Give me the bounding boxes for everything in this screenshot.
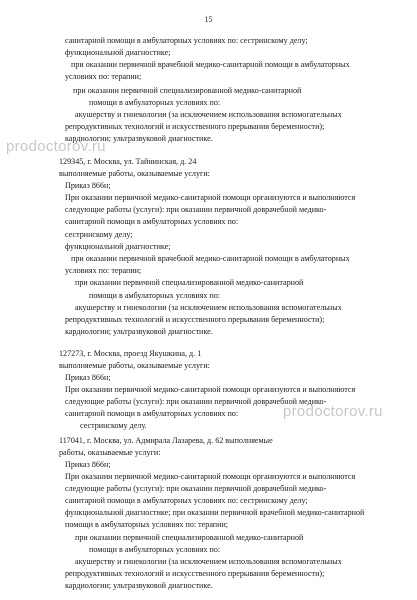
text-line: выполняемые работы, оказываемые услуги: <box>59 361 210 370</box>
text-line: санитарной помощи в амбулаторных условиях по: <box>65 409 239 418</box>
text-line: условиях по: терапии; <box>65 72 142 81</box>
page-number: 15 <box>204 15 213 24</box>
text-line: помощи в амбулаторных условиях по: <box>89 545 221 554</box>
text-line: акушерству и гинекологии (за исключением использования вспомогательных <box>75 110 342 119</box>
watermark: prodoctorov.ru <box>6 138 106 155</box>
text-line: Приказ 866н; <box>65 373 111 382</box>
text-line: кардиологии; ультразвуковой диагностике. <box>65 134 213 143</box>
text-line: репродуктивных технологий и искусственного прерывания беременности); <box>65 569 325 578</box>
text-line: помощи в амбулаторных условиях по: терапии; <box>65 520 229 529</box>
text-line: при оказании первичной врачебной медико-санитарной помощи в амбулаторных <box>71 254 350 263</box>
text-line: функциональной диагностике; при оказании первичной врачебной медико-санитарной <box>65 508 365 517</box>
text-line: следующие работы (услуги): при оказании первичной доврачебной медико- <box>65 484 327 493</box>
text-line: кардиологии; ультразвуковой диагностике. <box>65 581 213 590</box>
text-line: кардиологии; ультразвуковой диагностике. <box>65 327 213 336</box>
text-line: при оказании первичной врачебной медико-санитарной помощи в амбулаторных <box>71 60 350 69</box>
text-line: Приказ 866н; <box>65 460 111 469</box>
text-line: сестринскому делу. <box>80 421 147 430</box>
watermark: prodoctorov.ru <box>283 403 383 420</box>
text-line: санитарной помощи в амбулаторных условиях по: <box>65 217 239 226</box>
text-line: акушерству и гинекологии (за исключением использования вспомогательных <box>75 557 342 566</box>
text-line: сестринскому делу; <box>65 230 133 239</box>
text-line: условиях по: терапии; <box>65 266 142 275</box>
text-line: помощи в амбулаторных условиях по: <box>89 291 221 300</box>
address-line: 129345, г. Москва, ул. Тайнинская, д. 24 <box>59 157 197 166</box>
address-line: 127273, г. Москва, проезд Якушкина, д. 1 <box>59 349 202 358</box>
text-line: помощи в амбулаторных условиях по: <box>89 98 221 107</box>
text-line: функциональной диагностике; <box>65 242 171 251</box>
address-line: 117041, г. Москва, ул. Адмирала Лазарева, д. 62 выполняемые <box>59 436 273 445</box>
text-line: выполняемые работы, оказываемые услуги: <box>59 169 210 178</box>
text-line: санитарной помощи в амбулаторных условиях по: сестринскому делу; <box>65 36 308 45</box>
text-line: следующие работы (услуги): при оказании первичной доврачебной медико- <box>65 205 327 214</box>
text-line: санитарной помощи в амбулаторных условиях по: сестринскому делу; <box>65 496 308 505</box>
text-line: работы, оказываемые услуги: <box>59 448 161 457</box>
text-line: при оказании первичной специализированной медико-санитарной <box>75 278 304 287</box>
text-line: репродуктивных технологий и искусственного прерывания беременности); <box>65 315 325 324</box>
text-line: репродуктивных технологий и искусственного прерывания беременности); <box>65 122 325 131</box>
text-line: При оказании первичной медико-санитарной помощи организуются и выполняются <box>65 193 356 202</box>
text-line: акушерству и гинекологии (за исключением использования вспомогательных <box>75 303 342 312</box>
text-line: при оказании первичной специализированной медико-санитарной <box>73 86 302 95</box>
text-line: следующие работы (услуги): при оказании первичной доврачебной медико- <box>65 397 327 406</box>
text-line: при оказании первичной специализированной медико-санитарной <box>75 533 304 542</box>
text-line: При оказании первичной медико-санитарной помощи организуются и выполняются <box>65 385 356 394</box>
text-line: функциональной диагностике; <box>65 48 171 57</box>
text-line: Приказ 866н; <box>65 181 111 190</box>
text-line: При оказании первичной медико-санитарной помощи организуются и выполняются <box>65 472 356 481</box>
